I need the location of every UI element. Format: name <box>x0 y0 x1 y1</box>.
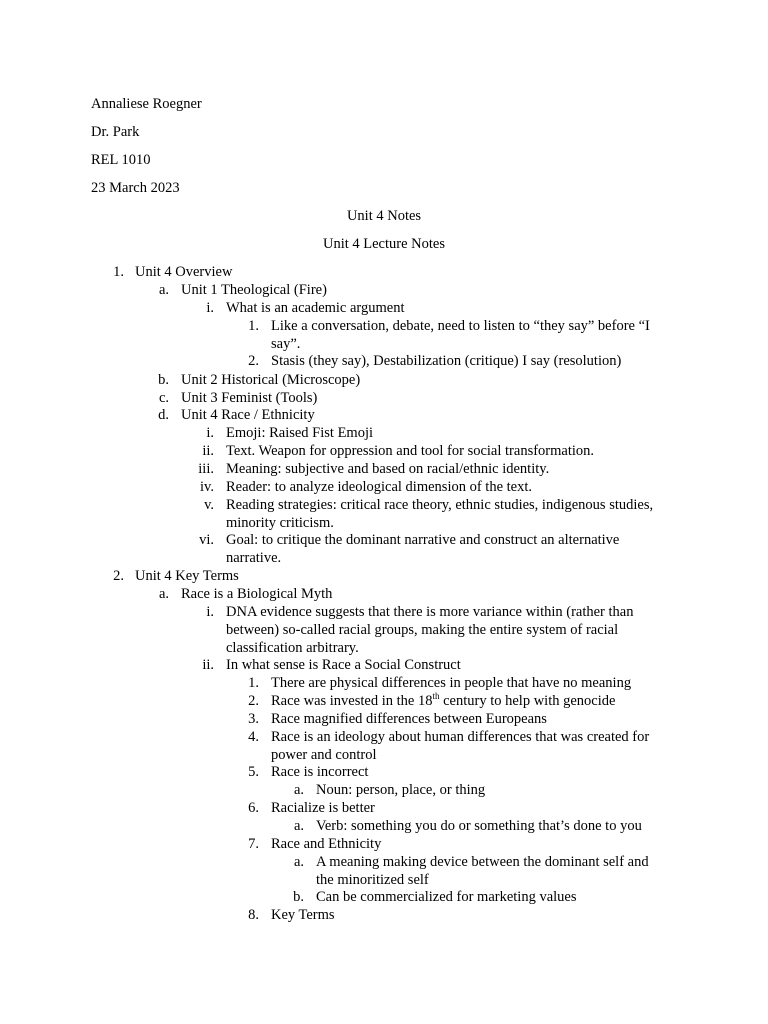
list-marker: v. <box>204 497 214 513</box>
text-segment: century to help with genocide <box>439 693 616 709</box>
outline-item-level5 <box>284 781 485 799</box>
text-line: A meaning making device between the dominant self and <box>316 854 649 870</box>
list-marker: b. <box>158 372 169 388</box>
outline-item-level4 <box>239 317 650 353</box>
outline-item-level5 <box>284 888 577 906</box>
course-code: REL 1010 <box>91 152 151 168</box>
list-item-text: Verb: something you do or something that’s done to you <box>316 818 642 834</box>
document-title: Unit 4 Notes <box>346 208 422 224</box>
document-date: 23 March 2023 <box>91 180 180 196</box>
outline-item-level4 <box>239 674 631 692</box>
list-marker: 7. <box>248 836 259 852</box>
list-item-text: Race magnified differences between Europeans <box>271 711 547 727</box>
outline-item-level1 <box>104 567 239 585</box>
outline-item-level4 <box>239 692 615 710</box>
list-marker: 1. <box>113 264 124 280</box>
outline-item-level3 <box>194 442 594 460</box>
outline-item-level5 <box>284 853 649 889</box>
text-line: minority criticism. <box>226 515 334 531</box>
list-marker: vi. <box>199 532 214 548</box>
list-item-text: Racialize is better <box>271 800 375 816</box>
list-marker: ii. <box>202 657 214 673</box>
outline-item-level2 <box>149 585 332 603</box>
text-line: classification arbitrary. <box>226 640 359 656</box>
instructor-name: Dr. Park <box>91 124 140 140</box>
list-item-text: Can be commercialized for marketing values <box>316 889 577 905</box>
outline-item-level2 <box>149 389 317 407</box>
text-line: Goal: to critique the dominant narrative and construct an alternative <box>226 532 620 548</box>
student-name: Annaliese Roegner <box>91 96 202 112</box>
list-item-text: Reader: to analyze ideological dimension of the text. <box>226 479 533 495</box>
list-item-text: Unit 1 Theological (Fire) <box>181 282 327 298</box>
outline-item-level4 <box>239 906 335 924</box>
list-item-text: Unit 3 Feminist (Tools) <box>181 390 318 406</box>
text-line: the minoritized self <box>316 872 429 888</box>
outline-item-level3 <box>194 603 633 657</box>
text-line: power and control <box>271 747 377 763</box>
list-marker: i. <box>206 300 214 316</box>
text-line: narrative. <box>226 550 282 566</box>
list-marker: 5. <box>248 764 259 780</box>
outline-item-level5 <box>284 817 642 835</box>
list-marker: 2. <box>113 568 124 584</box>
outline-item-level3 <box>194 656 461 674</box>
text-line: Like a conversation, debate, need to listen to “they say” before “I <box>271 318 650 334</box>
outline-item-level2 <box>149 281 327 299</box>
text-segment: Race was invested in the 18 <box>271 693 433 709</box>
list-item-text: Unit 4 Race / Ethnicity <box>181 407 315 423</box>
text-line: Reading strategies: critical race theory, ethnic studies, indigenous studies, <box>226 497 654 513</box>
list-item-text <box>226 531 619 567</box>
list-item-text <box>226 603 633 657</box>
list-marker: ii. <box>202 443 214 459</box>
list-item-text: Race and Ethnicity <box>271 836 382 852</box>
list-marker: 2. <box>248 693 259 709</box>
text-line: say”. <box>271 336 301 352</box>
list-item-text <box>271 317 650 353</box>
outline-item-level4 <box>239 763 368 781</box>
text-line: between) so-called racial groups, making the entire system of racial <box>226 622 619 638</box>
outline-item-level3 <box>194 478 532 496</box>
outline-item-level4 <box>239 352 621 370</box>
outline-item-level4 <box>239 835 381 853</box>
list-marker: a. <box>293 818 304 834</box>
outline-item-level2 <box>149 406 315 424</box>
list-item-text: Stasis (they say), Destabilization (critique) I say (resolution) <box>271 353 622 369</box>
list-item-text: Race is incorrect <box>271 764 369 780</box>
list-marker: 6. <box>248 800 259 816</box>
list-marker: a. <box>158 282 169 298</box>
outline-item-level3 <box>194 460 549 478</box>
outline-item-level2 <box>149 371 360 389</box>
list-item-text: Emoji: Raised Fist Emoji <box>226 425 374 441</box>
list-marker: i. <box>206 425 214 441</box>
outline-item-level4 <box>239 710 547 728</box>
list-item-text: Unit 2 Historical (Microscope) <box>181 372 361 388</box>
list-item-text: Noun: person, place, or thing <box>316 782 486 798</box>
text-line: Race is an ideology about human differences that was created for <box>271 729 650 745</box>
outline-item-level3 <box>194 424 373 442</box>
list-marker: d. <box>158 407 169 423</box>
list-marker: 1. <box>248 675 259 691</box>
outline-item-level4 <box>239 728 649 764</box>
list-item-text: Meaning: subjective and based on racial/ethnic identity. <box>226 461 550 477</box>
list-item-text: Text. Weapon for oppression and tool for social transformation. <box>226 443 595 459</box>
list-marker: 8. <box>248 907 259 923</box>
list-marker: iii. <box>198 461 214 477</box>
list-marker: i. <box>206 604 214 620</box>
list-marker: a. <box>293 782 304 798</box>
list-marker: 3. <box>248 711 259 727</box>
list-marker: a. <box>293 854 304 870</box>
list-item-text: Unit 4 Key Terms <box>135 568 239 584</box>
list-marker: 1. <box>248 318 259 334</box>
list-marker: 2. <box>248 353 259 369</box>
outline-item-level3 <box>194 496 653 532</box>
list-item-text <box>316 853 649 889</box>
document-subtitle: Unit 4 Lecture Notes <box>322 236 445 252</box>
list-item-text <box>271 692 615 710</box>
list-item-text: In what sense is Race a Social Construct <box>226 657 461 673</box>
outline-item-level4 <box>239 799 375 817</box>
outline-item-level3 <box>194 299 405 317</box>
text-line: DNA evidence suggests that there is more variance within (rather than <box>226 604 634 620</box>
list-marker: b. <box>293 889 304 905</box>
list-item-text: There are physical differences in people that have no meaning <box>271 675 632 691</box>
outline-item-level3 <box>194 531 619 567</box>
superscript-suffix: th <box>432 691 440 701</box>
list-item-text: Key Terms <box>271 907 335 923</box>
list-item-text: Unit 4 Overview <box>135 264 233 280</box>
list-item-text <box>271 728 649 764</box>
list-item-text <box>226 496 653 532</box>
list-marker: iv. <box>200 479 214 495</box>
list-item-text: Race is a Biological Myth <box>181 586 333 602</box>
list-marker: a. <box>158 586 169 602</box>
list-item-text: What is an academic argument <box>226 300 405 316</box>
list-marker: c. <box>158 390 169 406</box>
list-marker: 4. <box>248 729 259 745</box>
outline-item-level1 <box>104 263 232 281</box>
